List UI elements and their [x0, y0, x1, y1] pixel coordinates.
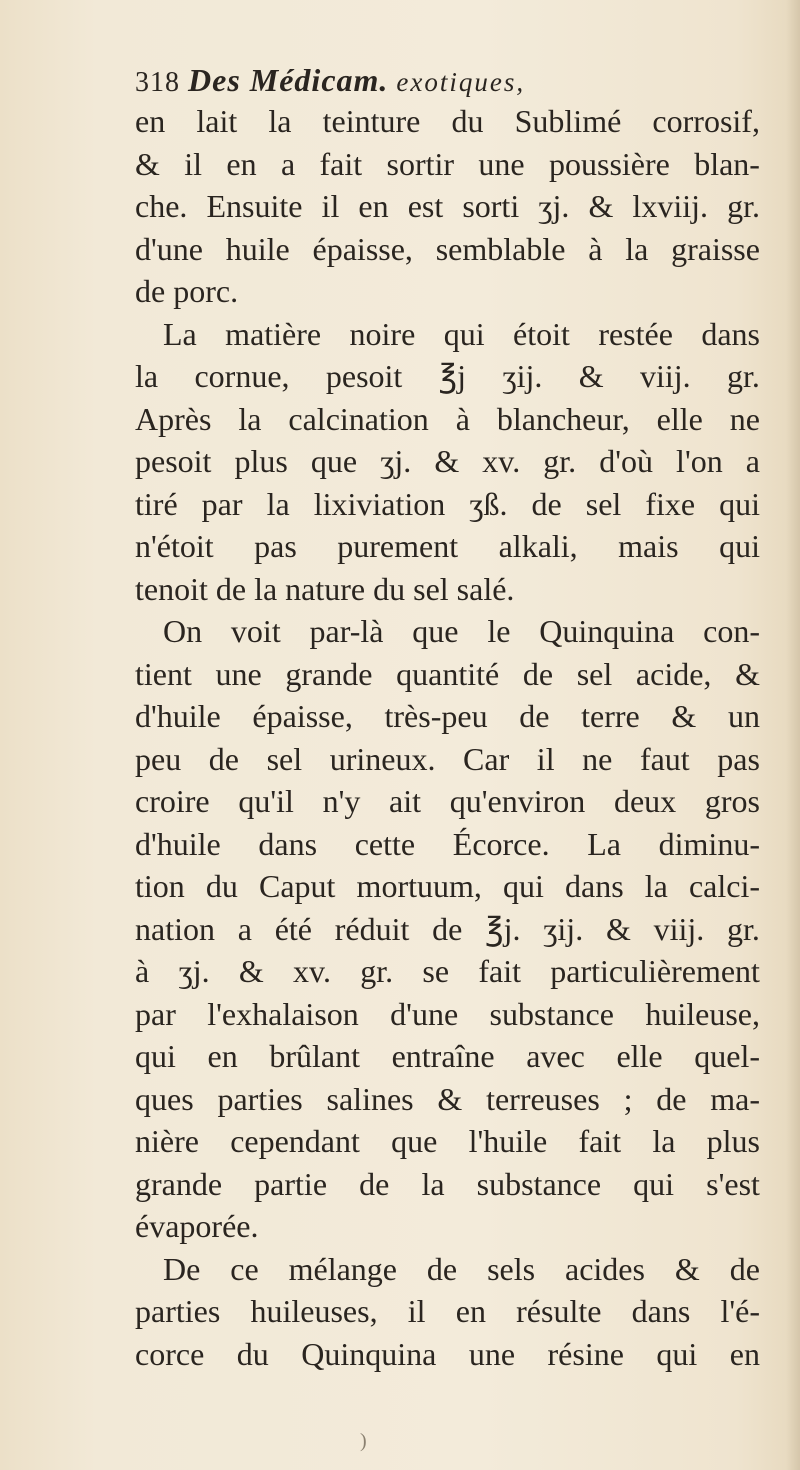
text-line: par l'exhalaison d'une substance huileuse, — [135, 995, 760, 1032]
text-line: d'huile dans cette Écorce. La diminu- — [135, 825, 760, 862]
text-line: grande partie de la substance qui s'est — [135, 1165, 760, 1202]
text-line: De ce mélange de sels acides & de — [163, 1250, 760, 1287]
running-header — [135, 55, 755, 105]
text-line: la cornue, pesoit ℥j ʒij. & viij. gr. — [135, 358, 760, 394]
page-number: 318 — [135, 67, 180, 98]
text-line: parties huileuses, il en résulte dans l'é- — [135, 1293, 760, 1329]
text-line: La matière noire qui étoit restée dans — [163, 315, 760, 352]
text-line: peu de sel urineux. Car il ne faut pas — [135, 740, 760, 777]
text-line: nière cependant que l'huile fait la plus — [135, 1123, 760, 1159]
page-edge-shadow — [786, 0, 800, 1470]
text-line: ques parties salines & terreuses ; de ma- — [135, 1080, 760, 1117]
text-line: corce du Quinquina une résine qui en — [135, 1335, 760, 1372]
text-line: en lait la teinture du Sublimé corrosif, — [135, 103, 760, 139]
text-line: & il en a fait sortir une poussière blan- — [135, 145, 760, 182]
body-text — [135, 100, 760, 1375]
text-line: d'une huile épaisse, semblable à la graisse — [135, 230, 760, 267]
text-line: pesoit plus que ʒj. & xv. gr. d'où l'on a — [135, 443, 760, 479]
text-line: tient une grande quantité de sel acide, & — [135, 655, 760, 692]
text-line: d'huile épaisse, très-peu de terre & un — [135, 698, 760, 734]
running-subtitle: exotiques, — [396, 67, 526, 97]
text-line: qui en brûlant entraîne avec elle quel- — [135, 1038, 760, 1074]
text-line: On voit par-là que le Quinquina con- — [163, 613, 760, 649]
running-title: Des Médicam. — [188, 62, 389, 98]
text-line: à ʒj. & xv. gr. se fait particulièrement — [135, 953, 760, 989]
text-line: Après la calcination à blancheur, elle ne — [135, 400, 760, 437]
text-line: che. Ensuite il en est sorti ʒj. & lxviij. gr. — [135, 188, 760, 224]
text-line: nation a été réduit de ℥j. ʒij. & viij. gr. — [135, 910, 760, 947]
text-line: évaporée. — [135, 1208, 259, 1244]
text-line: de porc. — [135, 273, 239, 309]
text-line: tiré par la lixiviation ʒß. de sel fixe qui — [135, 485, 760, 522]
catchword-mark: ) — [360, 1430, 367, 1452]
text-line: n'étoit pas purement alkali, mais qui — [135, 528, 760, 564]
text-line: croire qu'il n'y ait qu'environ deux gros — [135, 783, 760, 819]
text-line: tenoit de la nature du sel salé. — [135, 570, 515, 607]
text-line: tion du Caput mortuum, qui dans la calci- — [135, 868, 760, 904]
